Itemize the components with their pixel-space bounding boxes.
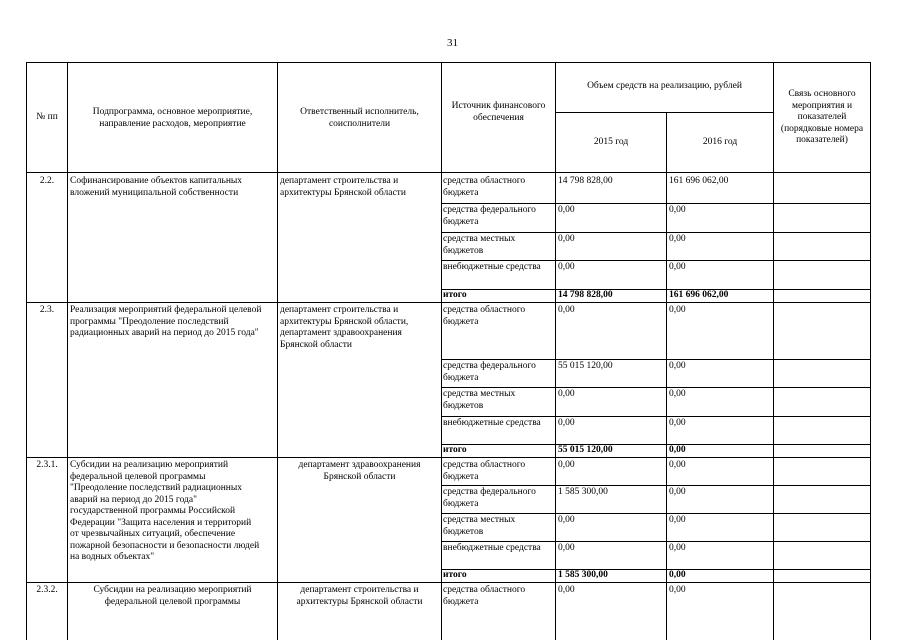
col-line [555, 62, 556, 640]
value-2015: 0,00 [558, 305, 575, 315]
total-2016: 161 696 062,00 [669, 290, 729, 300]
total-label: итого [443, 570, 467, 580]
header-num: № пп [36, 112, 58, 122]
source-cell: средства областного бюджета [443, 305, 526, 327]
value-2015: 0,00 [558, 460, 575, 470]
row-divider [441, 485, 871, 486]
header-source: Источник финансового обеспечения [451, 101, 546, 123]
row-number: 2.3.1. [36, 460, 58, 470]
total-2015: 14 798 828,00 [558, 290, 613, 300]
source-cell: средства местных бюджетов [443, 389, 516, 411]
header-bottom-border [26, 172, 871, 173]
col-line [26, 62, 27, 640]
value-2015: 0,00 [558, 515, 575, 525]
group-divider [26, 582, 871, 583]
source-cell: внебюджетные средства [443, 262, 541, 272]
source-cell: средства областного бюджета [443, 585, 526, 607]
col-line [277, 62, 278, 640]
table-top-border [26, 62, 871, 63]
value-2015: 14 798 828,00 [558, 176, 613, 186]
col-line [870, 62, 871, 640]
header-volume: Объем средств на реализацию, рублей [587, 81, 742, 91]
total-2016: 0,00 [669, 570, 686, 580]
value-2015: 0,00 [558, 205, 575, 215]
value-2015: 0,00 [558, 234, 575, 244]
row-name: Субсидии на реализацию мероприятий федеральной целевой программы [93, 585, 252, 607]
row-divider [441, 203, 871, 204]
value-2015: 0,00 [558, 389, 575, 399]
row-name: Софинансирование объектов капитальных вложений муниципальной собственности [70, 176, 243, 198]
row-executor: департамент строительства и архитектуры Брянской области, департамент здравоохранения Брянской области [280, 305, 409, 350]
col-line [441, 62, 442, 640]
value-2016: 0,00 [669, 305, 686, 315]
row-divider [441, 541, 871, 542]
value-2015: 55 015 120,00 [558, 361, 613, 371]
total-2015: 55 015 120,00 [558, 445, 613, 455]
row-number: 2.3.2. [36, 585, 58, 595]
value-2016: 0,00 [669, 543, 686, 553]
row-name: Реализация мероприятий федеральной целевой программы "Преодоление последствий радиационных аварий на период до 2015 года" [70, 305, 262, 338]
header-subprogram: Подпрограмма, основное мероприятие, направление расходов, мероприятие [92, 107, 253, 129]
total-2016: 0,00 [669, 445, 686, 455]
value-2016: 0,00 [669, 515, 686, 525]
source-cell: средства местных бюджетов [443, 234, 516, 256]
row-divider [441, 513, 871, 514]
value-2016: 161 696 062,00 [669, 176, 729, 186]
header-executor: Ответственный исполнитель, соисполнители [300, 107, 419, 129]
col-line [773, 62, 774, 640]
source-cell: средства областного бюджета [443, 460, 526, 482]
value-2016: 0,00 [669, 487, 686, 497]
value-2015: 0,00 [558, 262, 575, 272]
source-cell: средства федерального бюджета [443, 487, 536, 509]
row-divider [441, 416, 871, 417]
source-cell: внебюджетные средства [443, 543, 541, 553]
col-line [67, 62, 68, 640]
row-executor: департамент строительства и архитектуры Брянской области [280, 176, 406, 198]
value-2015: 0,00 [558, 418, 575, 428]
value-2016: 0,00 [669, 234, 686, 244]
col-line [666, 112, 667, 640]
row-executor: департамент здравоохранения Брянской области [298, 460, 421, 482]
value-2016: 0,00 [669, 418, 686, 428]
row-divider [441, 260, 871, 261]
value-2016: 0,00 [669, 262, 686, 272]
row-number: 2.2. [39, 176, 55, 186]
volume-header-divider [555, 112, 773, 113]
row-name: Субсидии на реализацию мероприятий федеральной целевой программы "Преодоление последствий радиационных аварий на период до 2015 года" государственной программы Российской Федерации "Защита населения и территорий от чрезвычайных ситуаций, обеспечение пожарной безопасности и безопасности людей на водных объектах" [70, 460, 260, 562]
value-2016: 0,00 [669, 389, 686, 399]
source-cell: внебюджетные средства [443, 418, 541, 428]
source-cell: средства федерального бюджета [443, 361, 536, 383]
value-2016: 0,00 [669, 361, 686, 371]
row-number: 2.3. [39, 305, 55, 315]
row-executor: департамент строительства и архитектуры Брянской области [296, 585, 423, 607]
value-2016: 0,00 [669, 585, 686, 595]
source-cell: средства федерального бюджета [443, 205, 536, 227]
source-cell: средства местных бюджетов [443, 515, 516, 537]
header-link: Связь основного мероприятия и показателей (порядковые номера показателей) [780, 89, 864, 145]
value-2015: 0,00 [558, 585, 575, 595]
header-2015: 2015 год [593, 137, 629, 147]
value-2015: 0,00 [558, 543, 575, 553]
group-divider [26, 302, 871, 303]
group-divider [26, 457, 871, 458]
row-divider [441, 387, 871, 388]
total-label: итого [443, 290, 467, 300]
header-2016: 2016 год [702, 137, 738, 147]
value-2016: 0,00 [669, 460, 686, 470]
value-2015: 1 585 300,00 [558, 487, 608, 497]
page-number: 31 [447, 37, 458, 49]
value-2016: 0,00 [669, 205, 686, 215]
source-cell: средства областного бюджета [443, 176, 526, 198]
row-divider [441, 232, 871, 233]
row-divider [441, 359, 871, 360]
total-2015: 1 585 300,00 [558, 570, 608, 580]
total-label: итого [443, 445, 467, 455]
